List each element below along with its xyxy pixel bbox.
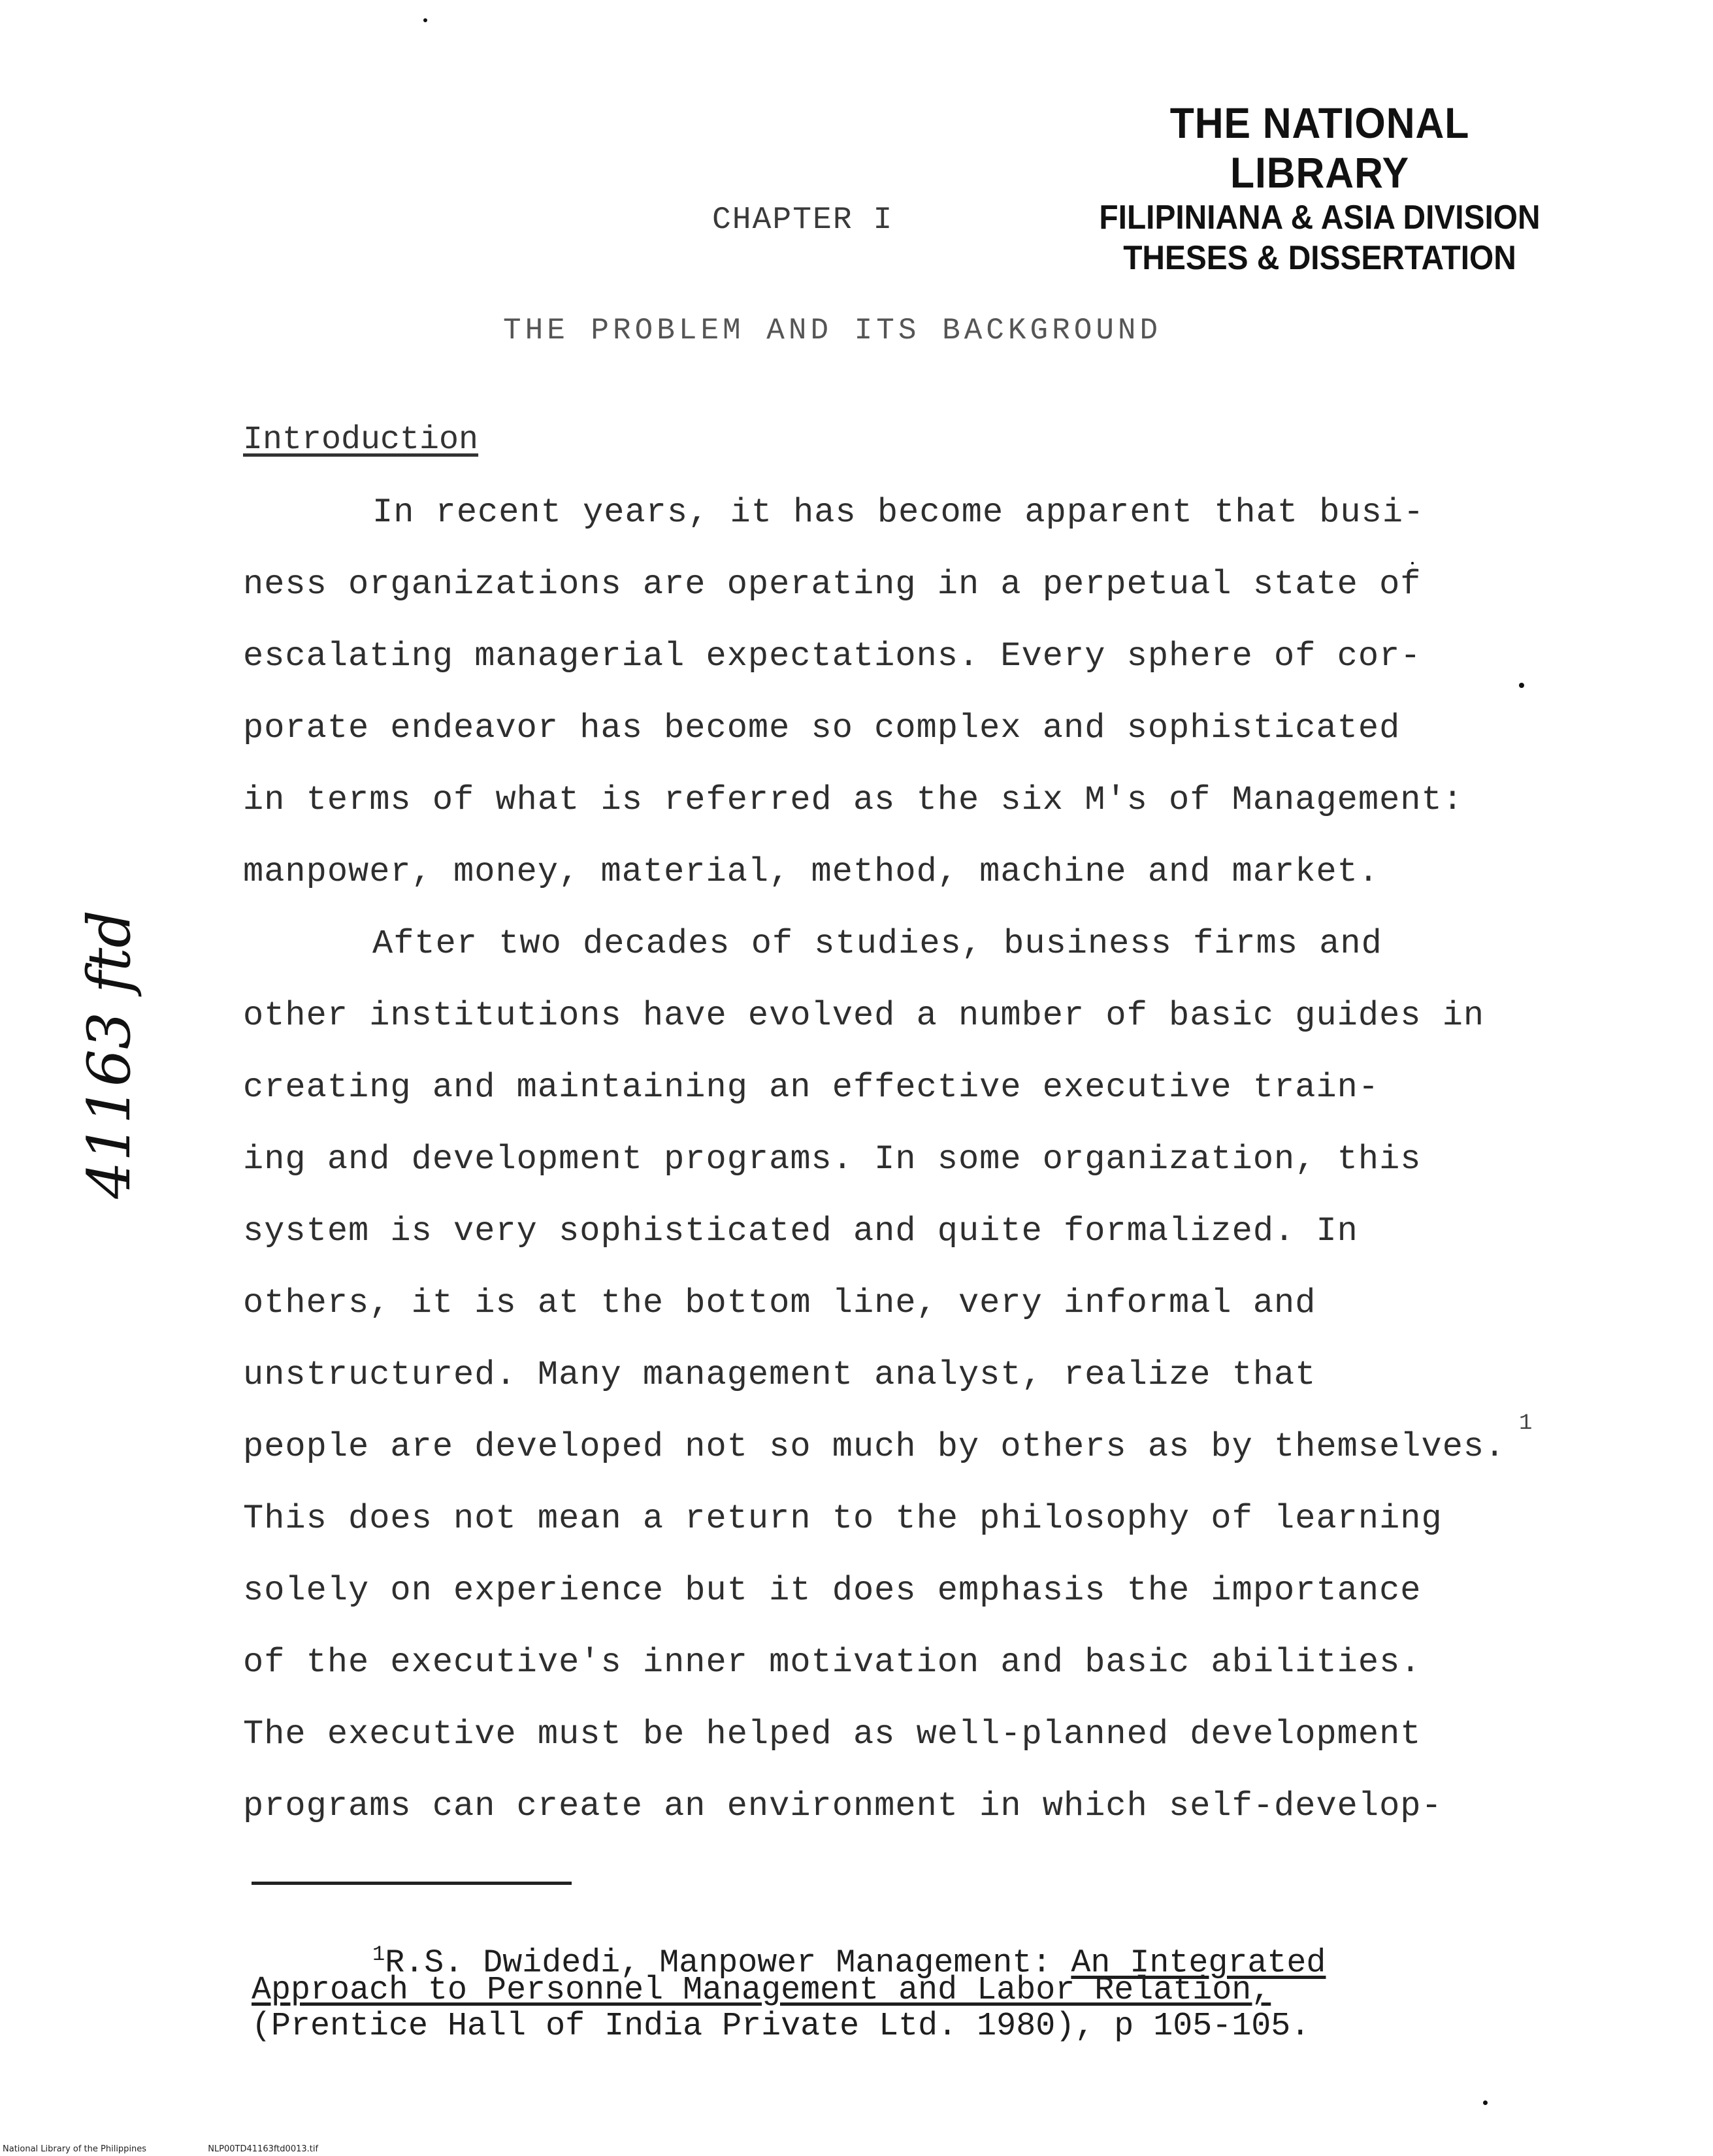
stamp-line-1: THE NATIONAL LIBRARY <box>1169 99 1470 197</box>
stamp-line-3: THESES & DISSERTATION <box>1123 239 1516 277</box>
stamp-line-2: FILIPINIANA & ASIA DIVISION <box>1099 199 1541 237</box>
body-line: in terms of what is referred as the six M's of Management: <box>243 781 1463 819</box>
chapter-subtitle: THE PROBLEM AND ITS BACKGROUND <box>503 314 1162 348</box>
body-line: solely on experience but it does emphasis the importance <box>243 1571 1422 1610</box>
handwritten-call-number: 41163 ftd <box>75 909 144 1199</box>
footnote-separator <box>252 1882 572 1885</box>
body-line: other institutions have evolved a number of basic guides in <box>243 996 1485 1035</box>
body-line: In recent years, it has become apparent that busi- <box>372 493 1425 532</box>
body-line: programs can create an environment in which self-develop- <box>243 1787 1443 1825</box>
library-stamp <box>1071 98 1568 278</box>
footnote-title-part-2: Approach to Personnel Management and Labor Relation, <box>252 1972 1271 2009</box>
body-line: After two decades of studies, business firms and <box>372 924 1382 963</box>
section-heading: Introduction <box>243 421 479 459</box>
footer-institution: National Library of the Philippines <box>3 2144 147 2154</box>
body-line: This does not mean a return to the philosophy of learning <box>243 1499 1443 1538</box>
body-line: system is very sophisticated and quite formalized. In <box>243 1212 1358 1250</box>
footnote-mark: 1 <box>372 1942 385 1967</box>
body-line: others, it is at the bottom line, very informal and <box>243 1284 1316 1322</box>
footer-file-id: NLP00TD41163ftd0013.tif <box>208 2144 319 2154</box>
footnote-line-3: (Prentice Hall of India Private Ltd. 1980), p 105-105. <box>252 2008 1311 2045</box>
body-line: escalating managerial expectations. Every sphere of cor- <box>243 637 1422 676</box>
body-line: ness organizations are operating in a perpetual state of <box>243 565 1422 604</box>
body-line: porate endeavor has become so complex and sophisticated <box>243 709 1401 747</box>
body-line: manpower, money, material, method, machine and market. <box>243 853 1380 891</box>
scan-speck <box>1519 683 1524 688</box>
scan-speck <box>1483 2100 1488 2105</box>
body-line: creating and maintaining an effective executive train- <box>243 1068 1380 1107</box>
body-line: people are developed not so much by others as by themselves. <box>243 1428 1506 1466</box>
body-line: The executive must be helped as well-planned development <box>243 1715 1422 1754</box>
chapter-title: CHAPTER I <box>712 203 894 238</box>
body-line: of the executive's inner motivation and basic abilities. <box>243 1643 1422 1682</box>
footnote-reference-mark: 1 <box>1519 1411 1533 1436</box>
body-line: unstructured. Many management analyst, realize that <box>243 1356 1316 1394</box>
scan-speck <box>1411 562 1414 564</box>
scan-speck <box>423 18 427 22</box>
footnote-line-2 <box>252 1973 1271 2008</box>
footnote-author: R.S. Dwidedi, Manpower Management: <box>385 1944 1071 1982</box>
footnote-title-part-1: An Integrated <box>1071 1944 1326 1982</box>
scan-footer <box>3 2144 377 2154</box>
body-line: ing and development programs. In some organization, this <box>243 1140 1422 1179</box>
